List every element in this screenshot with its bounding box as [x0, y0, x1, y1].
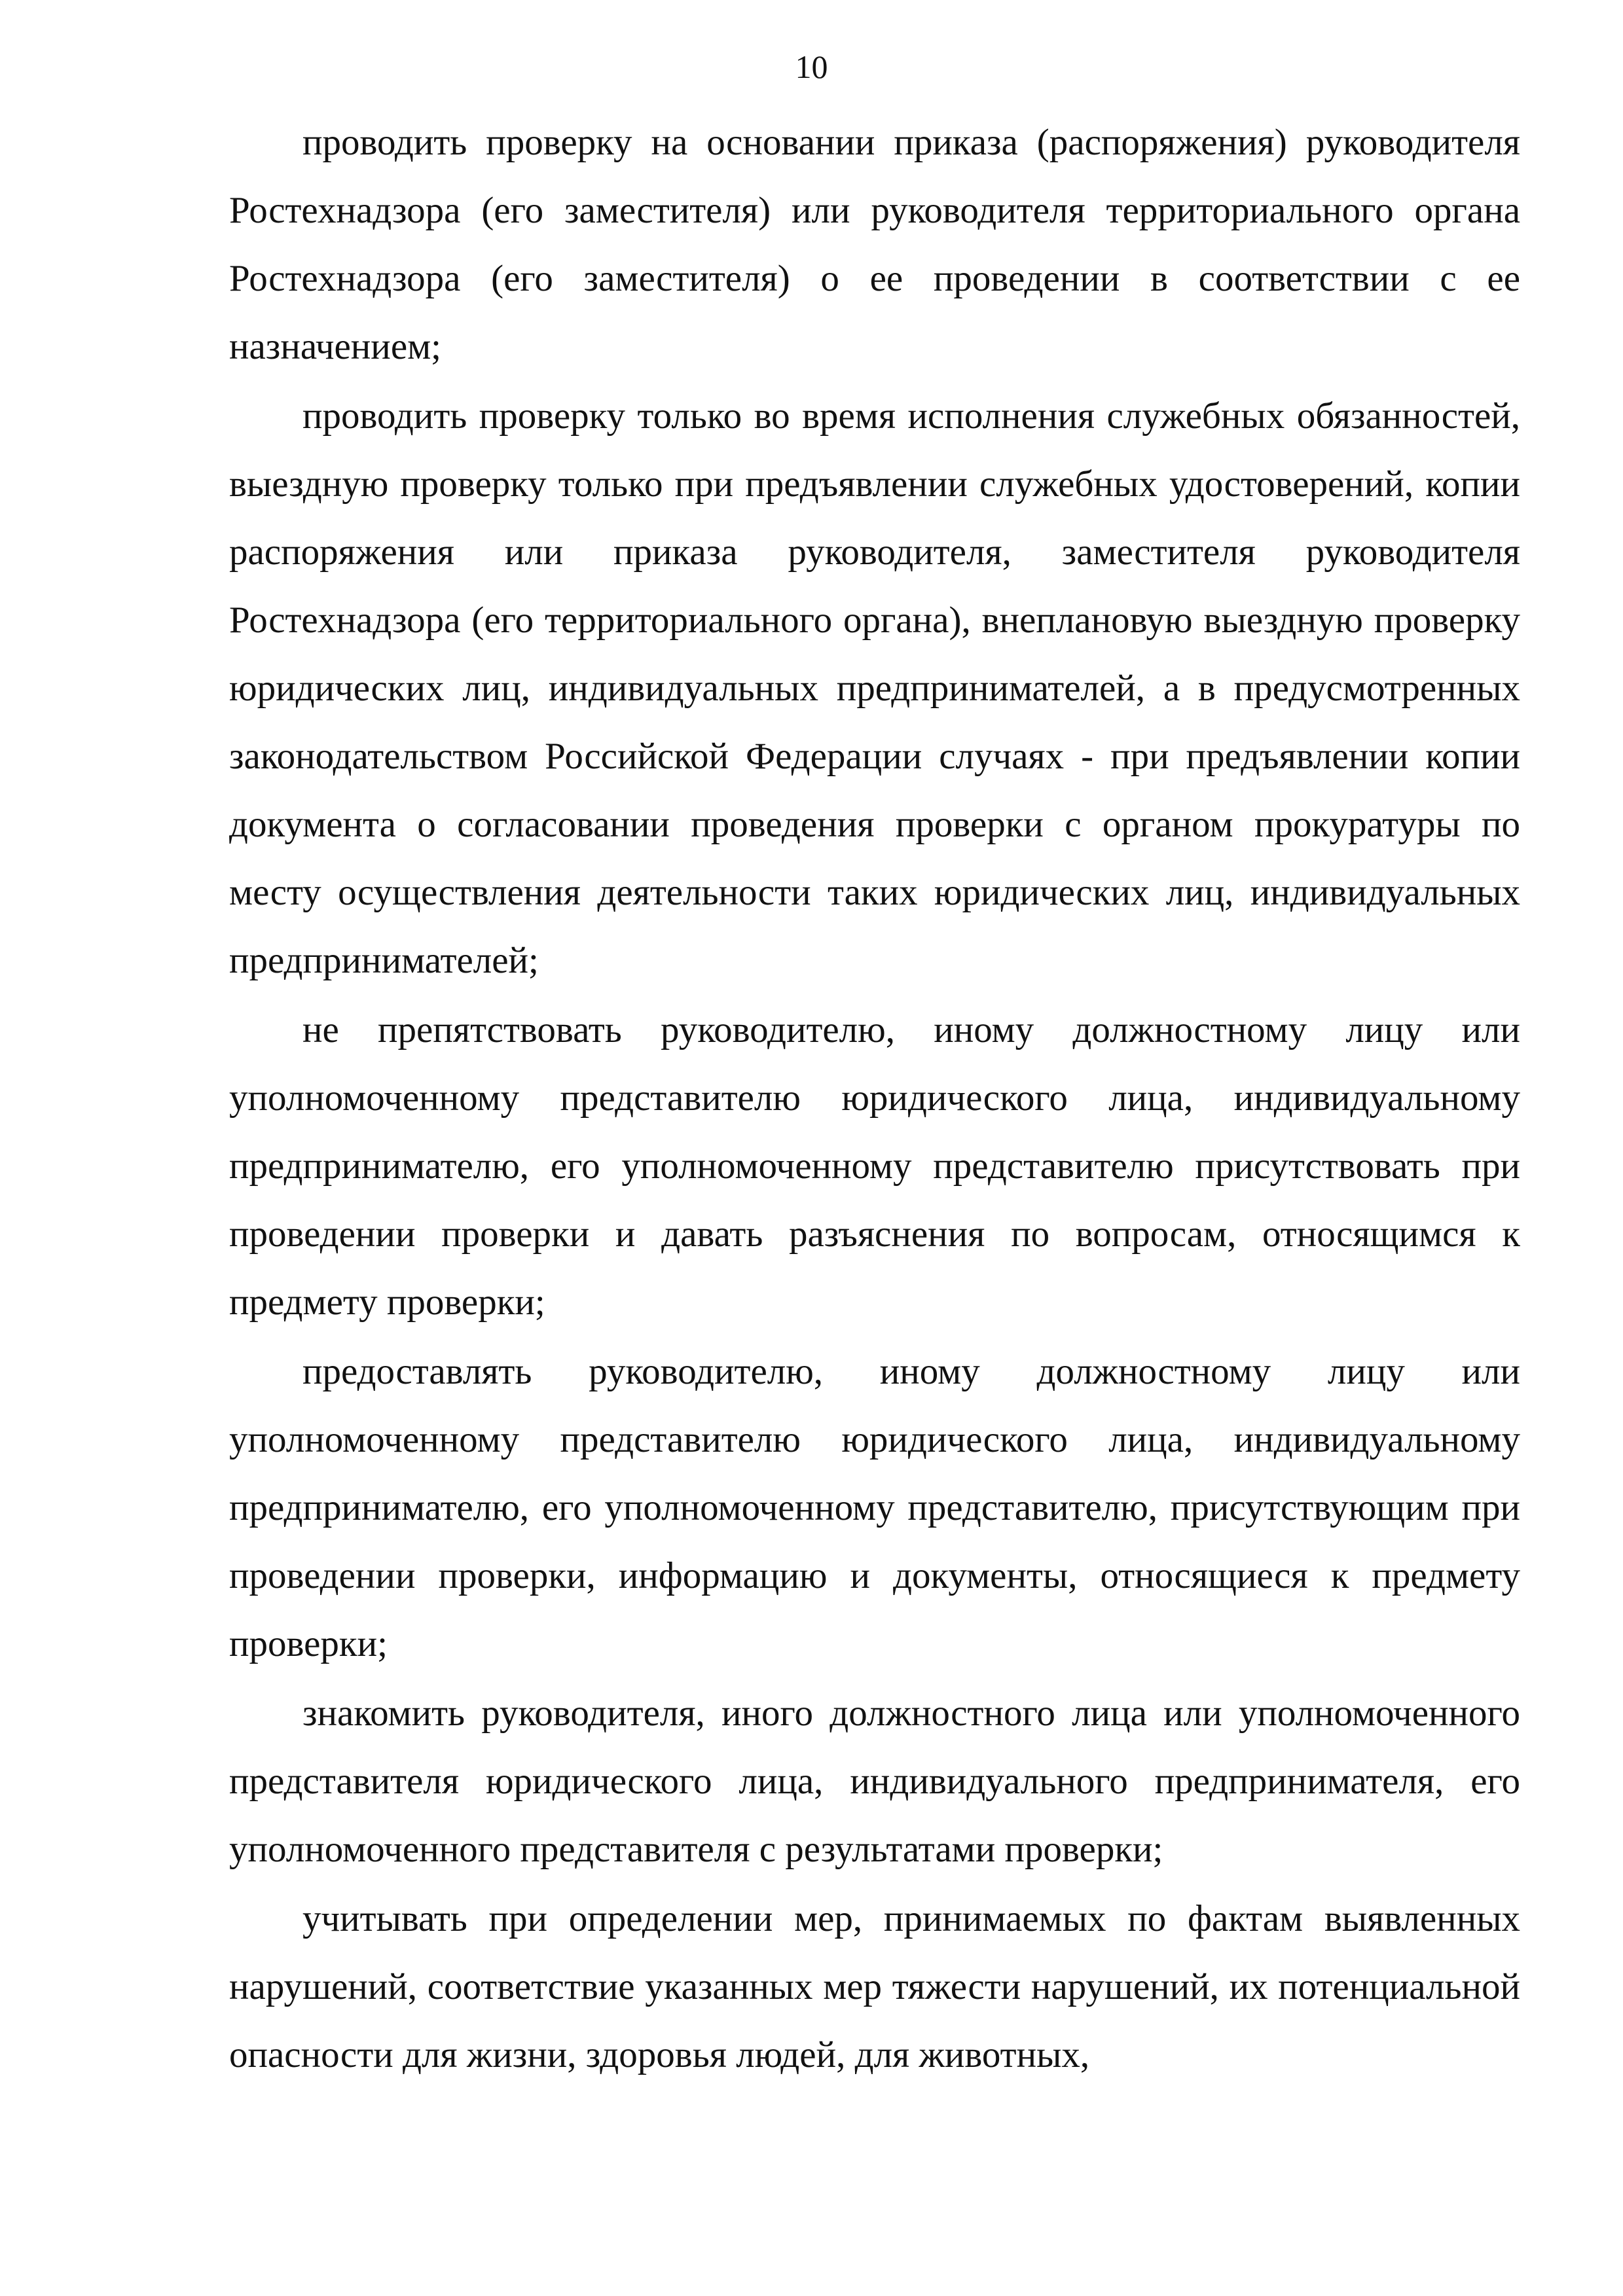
- paragraph: предоставлять руководителю, иному должностному лицу или уполномоченному представителю юридического лица, индивидуальному предпринимателю, его уполномоченному представителю, присутствующим при проведении проверки, информацию и документы, относящиеся к предмету проверки;: [229, 1351, 1520, 1664]
- paragraph: не препятствовать руководителю, иному должностному лицу или уполномоченному представителю юридического лица, индивидуальному предпринимателю, его уполномоченному представителю присутствовать при проведении проверки и давать разъяснения по вопросам, относящимся к предмету проверки;: [229, 1009, 1520, 1323]
- page-number: 10: [795, 48, 828, 85]
- document-body: [229, 109, 1520, 2090]
- paragraph: знакомить руководителя, иного должностного лица или уполномоченного представителя юридического лица, индивидуального предпринимателя, его уполномоченного представителя с результатами проверки;: [229, 1693, 1520, 1870]
- paragraph: проводить проверку только во время исполнения служебных обязанностей, выездную проверку только при предъявлении служебных удостоверений, копии распоряжения или приказа руководителя, заместителя руководителя Ростехнадзора (его территориального органа), внеплановую выездную проверку юридических лиц, индивидуальных предпринимателей, а в предусмотренных законодательством Российской Федерации случаях - при предъявлении копии документа о согласовании проведения проверки с органом прокуратуры по месту осуществления деятельности таких юридических лиц, индивидуальных предпринимателей;: [229, 395, 1520, 981]
- paragraph: учитывать при определении мер, принимаемых по фактам выявленных нарушений, соответствие указанных мер тяжести нарушений, их потенциальной опасности для жизни, здоровья людей, для животных,: [229, 1898, 1520, 2075]
- paragraph: проводить проверку на основании приказа (распоряжения) руководителя Ростехнадзора (его заместителя) или руководителя территориального органа Ростехнадзора (его заместителя) о ее проведении в соответствии с ее назначением;: [229, 122, 1520, 367]
